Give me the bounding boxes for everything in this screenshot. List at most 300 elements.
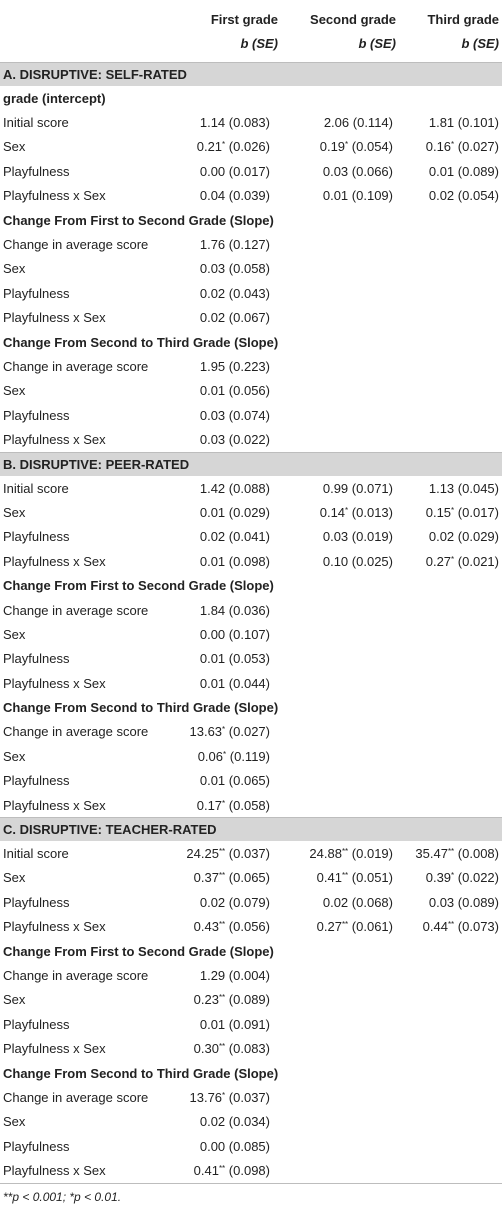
standard-error: (0.017) [228,163,270,179]
estimate: 0.06 [197,748,224,764]
row-label: Sex [3,1114,26,1130]
row-label: Playfulness x Sex [3,1163,106,1179]
estimate: 0.99 [322,480,349,496]
value-cell [278,184,396,208]
estimate: 1.95 [199,358,226,374]
table-row [0,184,502,208]
significance-marker: * [451,140,455,150]
value-cell [396,1134,502,1158]
standard-error: (0.065) [228,870,270,886]
group-title: Change From Second to Third Grade (Slope) [3,334,279,350]
value-cell [278,159,396,183]
estimate: 0.27 [425,553,452,569]
table-row [0,500,502,524]
standard-error: (0.036) [228,602,270,618]
value-cell [168,1085,278,1109]
significance-marker: * [345,140,349,150]
group-title: grade (intercept) [3,90,106,106]
estimate: 0.37 [193,870,219,886]
value-cell [396,963,502,987]
table-row [0,647,502,671]
significance-marker: * [345,505,349,515]
value-cell [396,988,502,1012]
group-title: Change From First to Second Grade (Slope) [3,212,274,228]
row-label: Change in average score [3,602,149,618]
table-row [0,841,502,865]
estimate: 0.02 [199,310,226,326]
value-cell [396,184,502,208]
value-cell [278,427,396,452]
value-cell [396,232,502,256]
estimate: 0.39 [425,870,452,886]
standard-error: (0.019) [351,846,393,862]
row-label: Playfulness x Sex [3,797,106,813]
estimate: 0.10 [322,553,349,569]
row-label: Sex [3,383,26,399]
row-label: Sex [3,261,26,277]
table-row [0,403,502,427]
table-row [0,379,502,403]
value-cell [278,744,396,768]
row-label: Initial score [3,480,69,496]
table-row [0,744,502,768]
value-cell [278,598,396,622]
row-label: Playfulness x Sex [3,188,106,204]
value-cell [278,915,396,939]
table-row [0,915,502,939]
value-cell [396,500,502,524]
significance-marker: ** [218,1042,226,1052]
value-cell [278,1085,396,1109]
table-row [0,671,502,695]
value-cell [168,135,278,159]
estimate: 0.01 [199,383,226,399]
row-label: Sex [3,504,26,520]
value-cell [278,769,396,793]
estimate: 13.63 [189,724,223,740]
estimate: 0.41 [193,1163,219,1179]
estimate: 0.03 [199,407,226,423]
value-cell [396,403,502,427]
group-title: Change From Second to Third Grade (Slope) [3,700,279,716]
standard-error: (0.045) [457,480,499,496]
estimate: 0.04 [199,188,226,204]
col-header-third-grade: Third grade [427,12,499,27]
standard-error: (0.127) [228,237,270,253]
value-cell [396,549,502,573]
table-row [0,720,502,744]
table-row [0,257,502,281]
section-header-row [0,63,502,87]
standard-error: (0.058) [228,797,270,813]
value-cell [168,110,278,134]
standard-error: (0.037) [228,1089,270,1105]
significance-marker: * [222,140,226,150]
estimate: 2.06 [323,115,350,131]
value-cell [396,1036,502,1060]
standard-error: (0.089) [457,894,499,910]
estimate: 0.16 [425,139,452,155]
estimate: 0.02 [199,529,226,545]
value-cell [396,476,502,500]
row-label: Sex [3,870,26,886]
value-cell [168,354,278,378]
standard-error: (0.119) [229,748,270,764]
estimate: 0.03 [322,163,349,179]
estimate: 0.15 [425,504,452,520]
row-label: Change in average score [3,237,149,253]
standard-error: (0.101) [457,115,499,131]
row-label: Playfulness x Sex [3,310,106,326]
table-row [0,963,502,987]
table-row [0,427,502,452]
estimate: 13.76 [189,1089,223,1105]
value-cell [278,306,396,330]
significance-marker: ** [341,920,349,930]
value-cell [278,354,396,378]
significance-marker: * [222,1090,226,1100]
value-cell [168,184,278,208]
standard-error: (0.091) [228,1016,270,1032]
significance-marker: * [451,505,455,515]
standard-error: (0.098) [228,1163,270,1179]
value-cell [278,476,396,500]
table-row [0,1085,502,1109]
standard-error: (0.054) [351,139,393,155]
value-cell [278,110,396,134]
row-label: Sex [3,139,26,155]
value-cell [168,257,278,281]
value-cell [396,1012,502,1036]
value-cell [396,257,502,281]
table-row [0,1012,502,1036]
col-header-first-grade: First grade [210,12,278,27]
estimate: 0.30 [193,1041,219,1057]
value-cell [168,549,278,573]
estimate: 1.84 [199,602,226,618]
group-header-row [0,86,502,110]
estimate: 0.02 [199,1114,226,1130]
estimate: 0.03 [199,432,226,448]
standard-error: (0.065) [228,773,270,789]
table-row [0,793,502,818]
standard-error: (0.004) [228,967,270,983]
row-label: Playfulness x Sex [3,919,106,935]
stat-header: b (SE) [240,36,278,51]
value-cell [278,525,396,549]
value-cell [278,500,396,524]
standard-error: (0.022) [228,432,270,448]
table-row [0,110,502,134]
significance-marker: ** [447,920,455,930]
estimate: 0.01 [322,188,349,204]
row-label: Playfulness [3,529,70,545]
estimate: 0.01 [199,504,226,520]
section-title: A. DISRUPTIVE: SELF-RATED [0,63,502,87]
table-row [0,232,502,256]
value-cell [168,232,278,256]
value-cell [278,379,396,403]
value-cell [396,110,502,134]
value-cell [168,598,278,622]
standard-error: (0.058) [228,261,270,277]
value-cell [168,1036,278,1060]
standard-error: (0.044) [228,675,270,691]
value-cell [168,379,278,403]
table-row [0,890,502,914]
estimate: 0.02 [199,285,226,301]
table-row [0,281,502,305]
value-cell [168,744,278,768]
value-cell [168,159,278,183]
value-cell [396,1110,502,1134]
row-label: Playfulness [3,407,70,423]
table-row [0,525,502,549]
row-label: Initial score [3,115,69,131]
estimate: 0.01 [199,1016,226,1032]
estimate: 0.01 [199,773,226,789]
value-cell [396,135,502,159]
standard-error: (0.025) [351,553,393,569]
standard-error: (0.056) [228,383,270,399]
value-cell [396,159,502,183]
standard-error: (0.022) [457,870,499,886]
standard-error: (0.061) [351,919,393,935]
row-label: Sex [3,748,26,764]
table-row [0,988,502,1012]
estimate: 0.02 [428,188,455,204]
standard-error: (0.043) [228,285,270,301]
standard-error: (0.013) [351,504,393,520]
value-cell [168,1134,278,1158]
footnote: **p < 0.001; *p < 0.01. [0,1183,502,1214]
standard-error: (0.079) [228,894,270,910]
value-cell [168,476,278,500]
section-title: B. DISRUPTIVE: PEER-RATED [0,452,502,476]
value-cell [396,647,502,671]
estimate: 0.01 [199,553,226,569]
significance-marker: ** [218,847,226,857]
estimate: 24.25 [186,846,219,862]
value-cell [278,257,396,281]
group-header-row [0,208,502,232]
row-label: Playfulness [3,651,70,667]
standard-error: (0.019) [351,529,393,545]
estimate: 0.00 [199,626,226,642]
standard-error: (0.008) [457,846,499,862]
value-cell [168,306,278,330]
row-label: Playfulness [3,285,70,301]
standard-error: (0.027) [228,724,270,740]
group-header-row [0,939,502,963]
value-cell [168,671,278,695]
standard-error: (0.071) [351,480,393,496]
estimate: 0.01 [199,675,226,691]
value-cell [168,647,278,671]
estimate: 0.03 [428,894,455,910]
estimate: 0.03 [199,261,226,277]
value-cell [396,1085,502,1109]
estimate: 1.76 [199,237,226,253]
estimate: 35.47 [415,846,448,862]
standard-error: (0.223) [228,358,270,374]
group-header-row [0,330,502,354]
row-label: Playfulness x Sex [3,1041,106,1057]
table-row [0,769,502,793]
value-cell [278,720,396,744]
value-cell [278,793,396,818]
row-label: Playfulness [3,894,70,910]
value-cell [396,1158,502,1182]
estimate: 0.03 [322,529,349,545]
table-row [0,306,502,330]
value-cell [168,988,278,1012]
row-label: Playfulness [3,773,70,789]
standard-error: (0.026) [228,139,270,155]
table-row [0,135,502,159]
significance-marker: ** [218,920,226,930]
standard-error: (0.073) [457,919,499,935]
estimate: 0.41 [316,870,342,886]
value-cell [168,890,278,914]
standard-error: (0.067) [228,310,270,326]
value-cell [278,622,396,646]
table-row [0,622,502,646]
row-label: Playfulness [3,1016,70,1032]
section-title: C. DISRUPTIVE: TEACHER-RATED [0,818,502,842]
value-cell [168,427,278,452]
estimate: 0.43 [193,919,219,935]
row-label: Playfulness [3,163,70,179]
standard-error: (0.114) [352,115,393,131]
significance-marker: ** [218,993,226,1003]
significance-marker: ** [341,847,349,857]
section-header-row [0,452,502,476]
value-cell [396,769,502,793]
significance-marker: ** [218,871,226,881]
value-cell [278,1036,396,1060]
row-label: Sex [3,626,26,642]
value-cell [396,427,502,452]
standard-error: (0.066) [351,163,393,179]
standard-error: (0.051) [351,870,393,886]
value-cell [168,1158,278,1182]
estimate: 0.21 [196,139,223,155]
value-cell [278,549,396,573]
estimate: 0.19 [319,139,346,155]
estimate: 0.00 [199,1138,226,1154]
value-cell [278,1158,396,1182]
value-cell [396,744,502,768]
standard-error: (0.029) [457,529,499,545]
standard-error: (0.021) [457,553,499,569]
value-cell [396,866,502,890]
value-cell [396,598,502,622]
group-title: Change From First to Second Grade (Slope) [3,943,274,959]
value-cell [396,281,502,305]
significance-marker: * [451,871,455,881]
estimate: 0.14 [319,504,346,520]
estimate: 1.13 [428,480,455,496]
value-cell [278,890,396,914]
estimate: 0.00 [199,163,226,179]
estimate: 1.42 [199,480,226,496]
value-cell [168,793,278,818]
standard-error: (0.053) [228,651,270,667]
value-cell [168,915,278,939]
value-cell [396,306,502,330]
value-cell [396,720,502,744]
value-cell [278,1110,396,1134]
value-cell [396,671,502,695]
estimate: 1.29 [199,967,226,983]
value-cell [278,671,396,695]
significance-marker: ** [341,871,349,881]
group-header-row [0,695,502,719]
standard-error: (0.088) [228,480,270,496]
estimate: 0.23 [193,992,219,1008]
section-header-row [0,818,502,842]
value-cell [396,622,502,646]
value-cell [278,135,396,159]
standard-error: (0.029) [228,504,270,520]
value-cell [278,281,396,305]
value-cell [168,622,278,646]
table-row [0,1134,502,1158]
estimate: 0.02 [428,529,455,545]
standard-error: (0.041) [228,529,270,545]
value-cell [168,1110,278,1134]
row-label: Playfulness x Sex [3,675,106,691]
row-label: Playfulness [3,1138,70,1154]
value-cell [168,720,278,744]
table-row [0,354,502,378]
estimate: 0.27 [316,919,342,935]
row-label: Playfulness x Sex [3,432,106,448]
estimate: 0.02 [199,894,226,910]
value-cell [396,354,502,378]
significance-marker: * [222,725,226,735]
standard-error: (0.089) [228,992,270,1008]
value-cell [396,793,502,818]
standard-error: (0.034) [228,1114,270,1130]
value-cell [278,988,396,1012]
table-row [0,159,502,183]
value-cell [168,866,278,890]
value-cell [168,1012,278,1036]
estimate: 0.01 [428,163,455,179]
value-cell [396,915,502,939]
table-row [0,549,502,573]
value-cell [168,403,278,427]
table-body [0,63,502,1183]
estimate: 1.81 [428,115,455,131]
table-row [0,866,502,890]
value-cell [278,647,396,671]
estimate: 1.14 [199,115,226,131]
value-cell [168,963,278,987]
standard-error: (0.017) [457,504,499,520]
estimate: 0.02 [322,894,349,910]
standard-error: (0.054) [457,188,499,204]
row-label: Change in average score [3,358,149,374]
row-label: Change in average score [3,1089,149,1105]
group-title: Change From Second to Third Grade (Slope) [3,1065,279,1081]
standard-error: (0.083) [228,1041,270,1057]
standard-error: (0.068) [351,894,393,910]
value-cell [278,1134,396,1158]
significance-marker: ** [218,1164,226,1174]
